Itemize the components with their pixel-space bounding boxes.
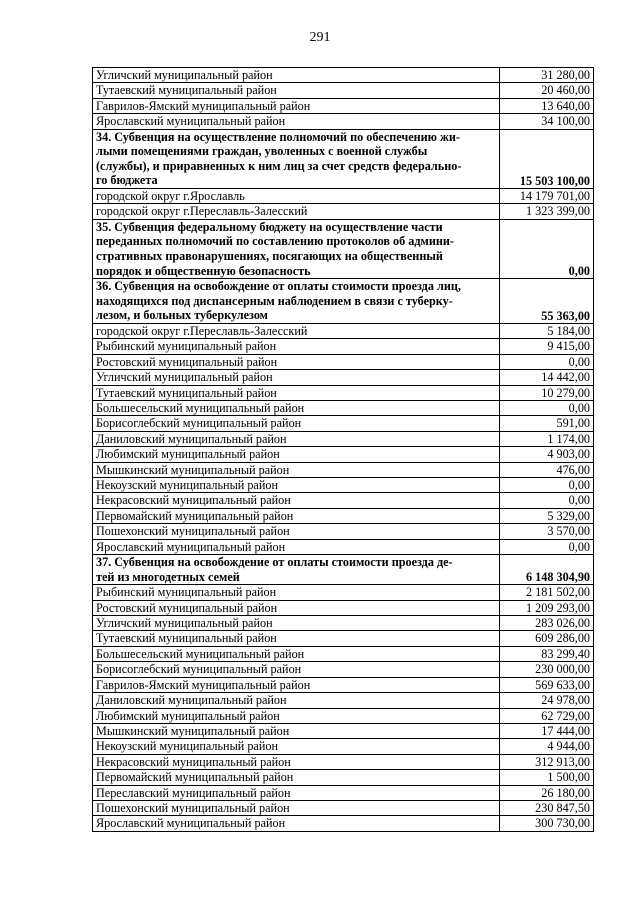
table-row	[93, 600, 594, 615]
section-title	[93, 555, 500, 585]
row-amount: 3 570,00	[500, 524, 594, 539]
row-name: Ярославский муниципальный район	[93, 114, 500, 129]
row-name: Тутаевский муниципальный район	[93, 83, 500, 98]
row-amount: 5 184,00	[500, 323, 594, 338]
table-row	[93, 816, 594, 831]
row-name: Первомайский муниципальный район	[93, 770, 500, 785]
section-title-line: находящихся под диспансерным наблюдением в связи с туберку-	[96, 293, 453, 308]
row-amount: 230 847,50	[500, 800, 594, 815]
row-amount: 230 000,00	[500, 662, 594, 677]
row-name: Тутаевский муниципальный район	[93, 631, 500, 646]
table-row	[93, 524, 594, 539]
table-row	[93, 339, 594, 354]
table-row	[93, 508, 594, 523]
row-amount: 591,00	[500, 416, 594, 431]
table-row	[93, 770, 594, 785]
row-amount: 24 978,00	[500, 693, 594, 708]
section-title-line: переданных полномочий по составлению протоколов об админи-	[96, 234, 454, 249]
row-amount: 17 444,00	[500, 723, 594, 738]
row-name: Некрасовский муниципальный район	[93, 493, 500, 508]
row-amount: 9 415,00	[500, 339, 594, 354]
row-amount: 0,00	[500, 478, 594, 493]
row-name: Даниловский муниципальный район	[93, 693, 500, 708]
row-name: Борисоглебский муниципальный район	[93, 662, 500, 677]
table-row	[93, 98, 594, 113]
table-row	[93, 539, 594, 554]
table-row	[93, 646, 594, 661]
section-title-line: порядок и общественную безопасность	[96, 263, 311, 278]
row-name: Рыбинский муниципальный район	[93, 585, 500, 600]
row-name: городской округ г.Переславль-Залесский	[93, 323, 500, 338]
row-amount: 1 209 293,00	[500, 600, 594, 615]
row-name: Мышкинский муниципальный район	[93, 462, 500, 477]
section-title	[93, 129, 500, 188]
row-name: Угличский муниципальный район	[93, 370, 500, 385]
table-row	[93, 754, 594, 769]
row-amount: 1 174,00	[500, 431, 594, 446]
table-row	[93, 68, 594, 83]
row-name: Некоузский муниципальный район	[93, 739, 500, 754]
table-row	[93, 723, 594, 738]
row-name: Любимский муниципальный район	[93, 447, 500, 462]
section-title	[93, 279, 500, 324]
table-row	[93, 447, 594, 462]
row-name: Даниловский муниципальный район	[93, 431, 500, 446]
row-amount: 6 148 304,90	[500, 555, 594, 585]
table-row	[93, 431, 594, 446]
table-row	[93, 631, 594, 646]
row-amount: 0,00	[500, 493, 594, 508]
row-amount: 283 026,00	[500, 616, 594, 631]
row-amount: 5 329,00	[500, 508, 594, 523]
page-number: 291	[309, 30, 331, 45]
section-title	[93, 219, 500, 278]
row-name: Переславский муниципальный район	[93, 785, 500, 800]
budget-table	[92, 67, 594, 832]
section-title-line: стративных правонарушениях, посягающих на общественный	[96, 249, 443, 263]
table-row	[93, 693, 594, 708]
row-amount: 1 500,00	[500, 770, 594, 785]
row-amount: 0,00	[500, 539, 594, 554]
table-row	[93, 662, 594, 677]
table-row	[93, 83, 594, 98]
row-name: Некрасовский муниципальный район	[93, 754, 500, 769]
section-title-line: го бюджета	[96, 173, 158, 188]
table-body	[93, 68, 594, 832]
row-name: городской округ г.Переславль-Залесский	[93, 204, 500, 219]
row-amount: 62 729,00	[500, 708, 594, 723]
row-name: Гаврилов-Ямский муниципальный район	[93, 677, 500, 692]
section-title-line: тей из многодетных семей	[96, 569, 240, 584]
row-amount: 0,00	[500, 219, 594, 278]
row-amount: 13 640,00	[500, 98, 594, 113]
row-amount: 34 100,00	[500, 114, 594, 129]
table-row	[93, 493, 594, 508]
row-name: Угличский муниципальный район	[93, 68, 500, 83]
row-name: Ростовский муниципальный район	[93, 354, 500, 369]
section-title-line: (службы), и приравненных к ним лиц за счет средств федерально-	[96, 158, 462, 173]
table-row	[93, 401, 594, 416]
table-row	[93, 204, 594, 219]
table-row	[93, 708, 594, 723]
row-amount: 15 503 100,00	[500, 129, 594, 188]
row-amount: 26 180,00	[500, 785, 594, 800]
row-name: Пошехонский муниципальный район	[93, 524, 500, 539]
row-name: Тутаевский муниципальный район	[93, 385, 500, 400]
section-title-line: 34. Субвенция на осуществление полномочий по обеспечению жи-	[96, 129, 460, 144]
table-row	[93, 785, 594, 800]
row-amount: 300 730,00	[500, 816, 594, 831]
section-header-row	[93, 129, 594, 188]
table-row	[93, 478, 594, 493]
row-name: Угличский муниципальный район	[93, 616, 500, 631]
row-name: Некоузский муниципальный район	[93, 478, 500, 493]
row-name: Большесельский муниципальный район	[93, 401, 500, 416]
row-amount: 14 442,00	[500, 370, 594, 385]
table-row	[93, 416, 594, 431]
table-row	[93, 585, 594, 600]
row-amount: 10 279,00	[500, 385, 594, 400]
row-name: Любимский муниципальный район	[93, 708, 500, 723]
section-title-line: лыми помещениями граждан, уволенных с военной службы	[96, 144, 428, 159]
table-row	[93, 385, 594, 400]
section-title-line: 35. Субвенция федеральному бюджету на осуществление части	[96, 219, 443, 234]
row-amount: 83 299,40	[500, 646, 594, 661]
section-title-line: лезом, и больных туберкулезом	[96, 308, 268, 323]
section-header-row	[93, 219, 594, 278]
row-amount: 31 280,00	[500, 68, 594, 83]
row-amount: 312 913,00	[500, 754, 594, 769]
section-title-line: 36. Субвенция на освобождение от оплаты стоимости проезда лиц,	[96, 279, 461, 294]
table-row	[93, 189, 594, 204]
row-amount: 569 633,00	[500, 677, 594, 692]
row-name: Рыбинский муниципальный район	[93, 339, 500, 354]
row-amount: 4 903,00	[500, 447, 594, 462]
table-row	[93, 114, 594, 129]
row-amount: 55 363,00	[500, 279, 594, 324]
row-amount: 1 323 399,00	[500, 204, 594, 219]
row-name: Первомайский муниципальный район	[93, 508, 500, 523]
table-row	[93, 739, 594, 754]
row-amount: 476,00	[500, 462, 594, 477]
row-name: Борисоглебский муниципальный район	[93, 416, 500, 431]
table-row	[93, 370, 594, 385]
row-amount: 609 286,00	[500, 631, 594, 646]
row-name: Пошехонский муниципальный район	[93, 800, 500, 815]
table-row	[93, 677, 594, 692]
section-header-row	[93, 279, 594, 324]
row-amount: 0,00	[500, 401, 594, 416]
row-name: Ярославский муниципальный район	[93, 539, 500, 554]
row-name: городской округ г.Ярославль	[93, 189, 500, 204]
row-name: Гаврилов-Ямский муниципальный район	[93, 98, 500, 113]
row-name: Ярославский муниципальный район	[93, 816, 500, 831]
row-amount: 4 944,00	[500, 739, 594, 754]
row-amount: 14 179 701,00	[500, 189, 594, 204]
row-name: Большесельский муниципальный район	[93, 646, 500, 661]
table-row	[93, 323, 594, 338]
row-name: Ростовский муниципальный район	[93, 600, 500, 615]
row-name: Мышкинский муниципальный район	[93, 723, 500, 738]
row-amount: 20 460,00	[500, 83, 594, 98]
table-row	[93, 616, 594, 631]
table-row	[93, 462, 594, 477]
table-row	[93, 800, 594, 815]
section-title-line: 37. Субвенция на освобождение от оплаты стоимости проезда де-	[96, 555, 453, 570]
row-amount: 0,00	[500, 354, 594, 369]
section-header-row	[93, 555, 594, 585]
row-amount: 2 181 502,00	[500, 585, 594, 600]
table-row	[93, 354, 594, 369]
